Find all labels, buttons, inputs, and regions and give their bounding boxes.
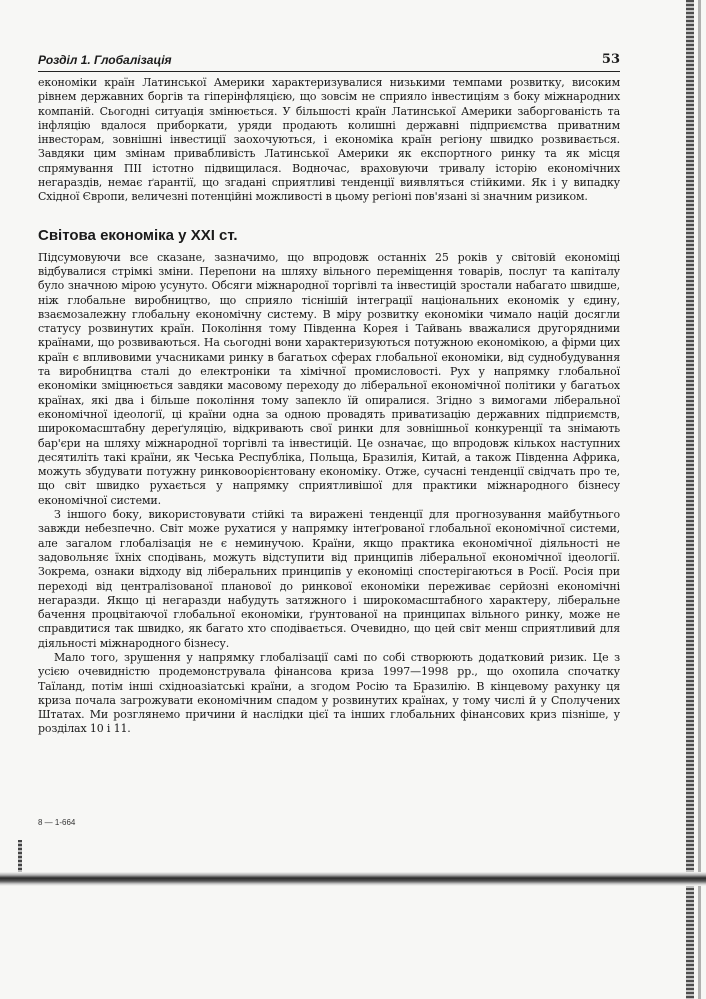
paragraph: З іншого боку, використовувати стійкі та виражені тенденції для прогнозування майбутнього завжди небезпечно. Світ може рухатися у напрямку інтеґрованої глобальної економічної системи, але загалом глобалізація не є неминучою. Країни, якщо практика економічної діяльності не задовольняє їхніх сподівань, можуть відступити від принципів ліберальної економічної ідеології. Зокрема, ознаки відходу від ліберальних принципів у економіці спостерігаються в Росії. Росія при переході від централізованої планової до ринкової економіки переживає серйозні економічні негаразди. Якщо ці негаразди набудуть затяжного і широкомасштабного характеру, ліберальне бачення процвітаючої глобальної економіки, ґрунтованої на принципах вільного ринку, може не справдитися так швидко, як багато хто сподівається. Очевидно, що цей світ менш сприятливий для діяльності міжнародного бізнесу. [38, 508, 620, 650]
chapter-title [38, 52, 172, 68]
chapter-prefix: Розділ 1. [38, 53, 91, 67]
paragraph: Підсумовуючи все сказане, зазначимо, що впродовж останніх 25 років у світовій економіці відбувалися стрімкі зміни. Перепони на шляху вільного переміщення товарів, послуг та капіталу було значною мірою усунуто. Обсяги міжнародної торгівлі та інвестицій зростали набагато швидше, ніж глобальне виробництво, що сприяло тіснішій інтеграції національних економік у єдину, взаємозалежну глобальну економічну систему. В міру розвитку економіки чимало націй досягли статусу розвинутих країн. Покоління тому Південна Корея і Тайвань вважалися другорядними країнами, що розвиваються. На сьогодні вони характеризуються потужною економікою, а фірми цих країн є впливовими учасниками ринку в багатьох сферах глобальної економіки, від суднобудування та виробництва сталі до електроніки та хімічної промисловості. Рух у напрямку глобальної економіки зміцнюється завдяки масовому переходу до ліберальної економічної політики у багатьох країнах, які два і більше покоління тому запекло їй опиралися. Згідно з вимогами ліберальної економічної ідеології, ці країни одна за одною провадять приватизацію державних підприємств, широкомасштабну дереґуляцію, відкривають свої ринки для зовнішньої конкуренції та знімають бар'єри на шляху міжнародної торгівлі та інвестицій. Це означає, що впродовж кількох наступних десятиліть такі країни, як Чеська Республіка, Польща, Бразилія, Китай, а також Південна Африка, можуть збудувати потужну ринковоорієнтовану економіку. Отже, сучасні тенденції свідчать про те, що світ швидко рухається у напрямку сприятливішої для практики міжнародного бізнесу економічної системи. [38, 250, 620, 507]
chapter-name: Глобалізація [94, 53, 172, 67]
section-heading: Світова економіка у XXI ст. [38, 226, 238, 244]
paragraph-continued: економіки країн Латинської Америки характеризувалися низькими темпами розвитку, високим рівнем державних боргів та гіперінфляцією, що зовсім не сприяло інвестиціям з боку міжнародних компаній. Сьогодні ситуація змінюється. У більшості країн Латинської Америки заборгованість та інфляцію вдалося приборкати, уряди продають колишні державні підприємства приватним інвесторам, зовнішні інвестиції заохочуються, і економіка країн регіону швидко розвивається. Завдяки цим змінам привабливість Латинської Америки як експортного ринку та як місця спрямування ПІІ істотно підвищилася. Водночас, враховуючи тривалу історію економічних негараздів, немає ґарантії, що згадані сприятливі тенденції виявляться стійкими. Як і у випадку Східної Європи, величезні потенційні можливості в цьому регіоні пов'язані зі значним ризиком. [38, 76, 620, 204]
paragraph: Мало того, зрушення у напрямку глобалізації самі по собі створюють додатковий ризик. Це з усією очевидністю продемонструвала фінансова криза 1997—1998 рр., що охопила спочатку Таїланд, потім інші східноазіатські країни, а згодом Росію та Бразилію. В кінцевому рахунку ця криза почала загрожувати економічним спадом у розвинутих країнах, у тому числі й у Сполучених Штатах. Ми розглянемо причини й наслідки цієї та інших глобальних фінансових криз пізніше, у розділах 10 і 11. [38, 650, 620, 736]
scan-edge-right-shadow [698, 0, 701, 999]
running-header [38, 52, 620, 70]
scan-edge-right [686, 0, 694, 999]
printer-signature: 8 — 1-664 [38, 818, 76, 827]
page-body [38, 76, 620, 737]
header-rule [38, 71, 620, 72]
scan-artifact-band [0, 872, 706, 886]
scan-artifact-mark [18, 840, 22, 874]
page-number: 53 [601, 52, 620, 67]
